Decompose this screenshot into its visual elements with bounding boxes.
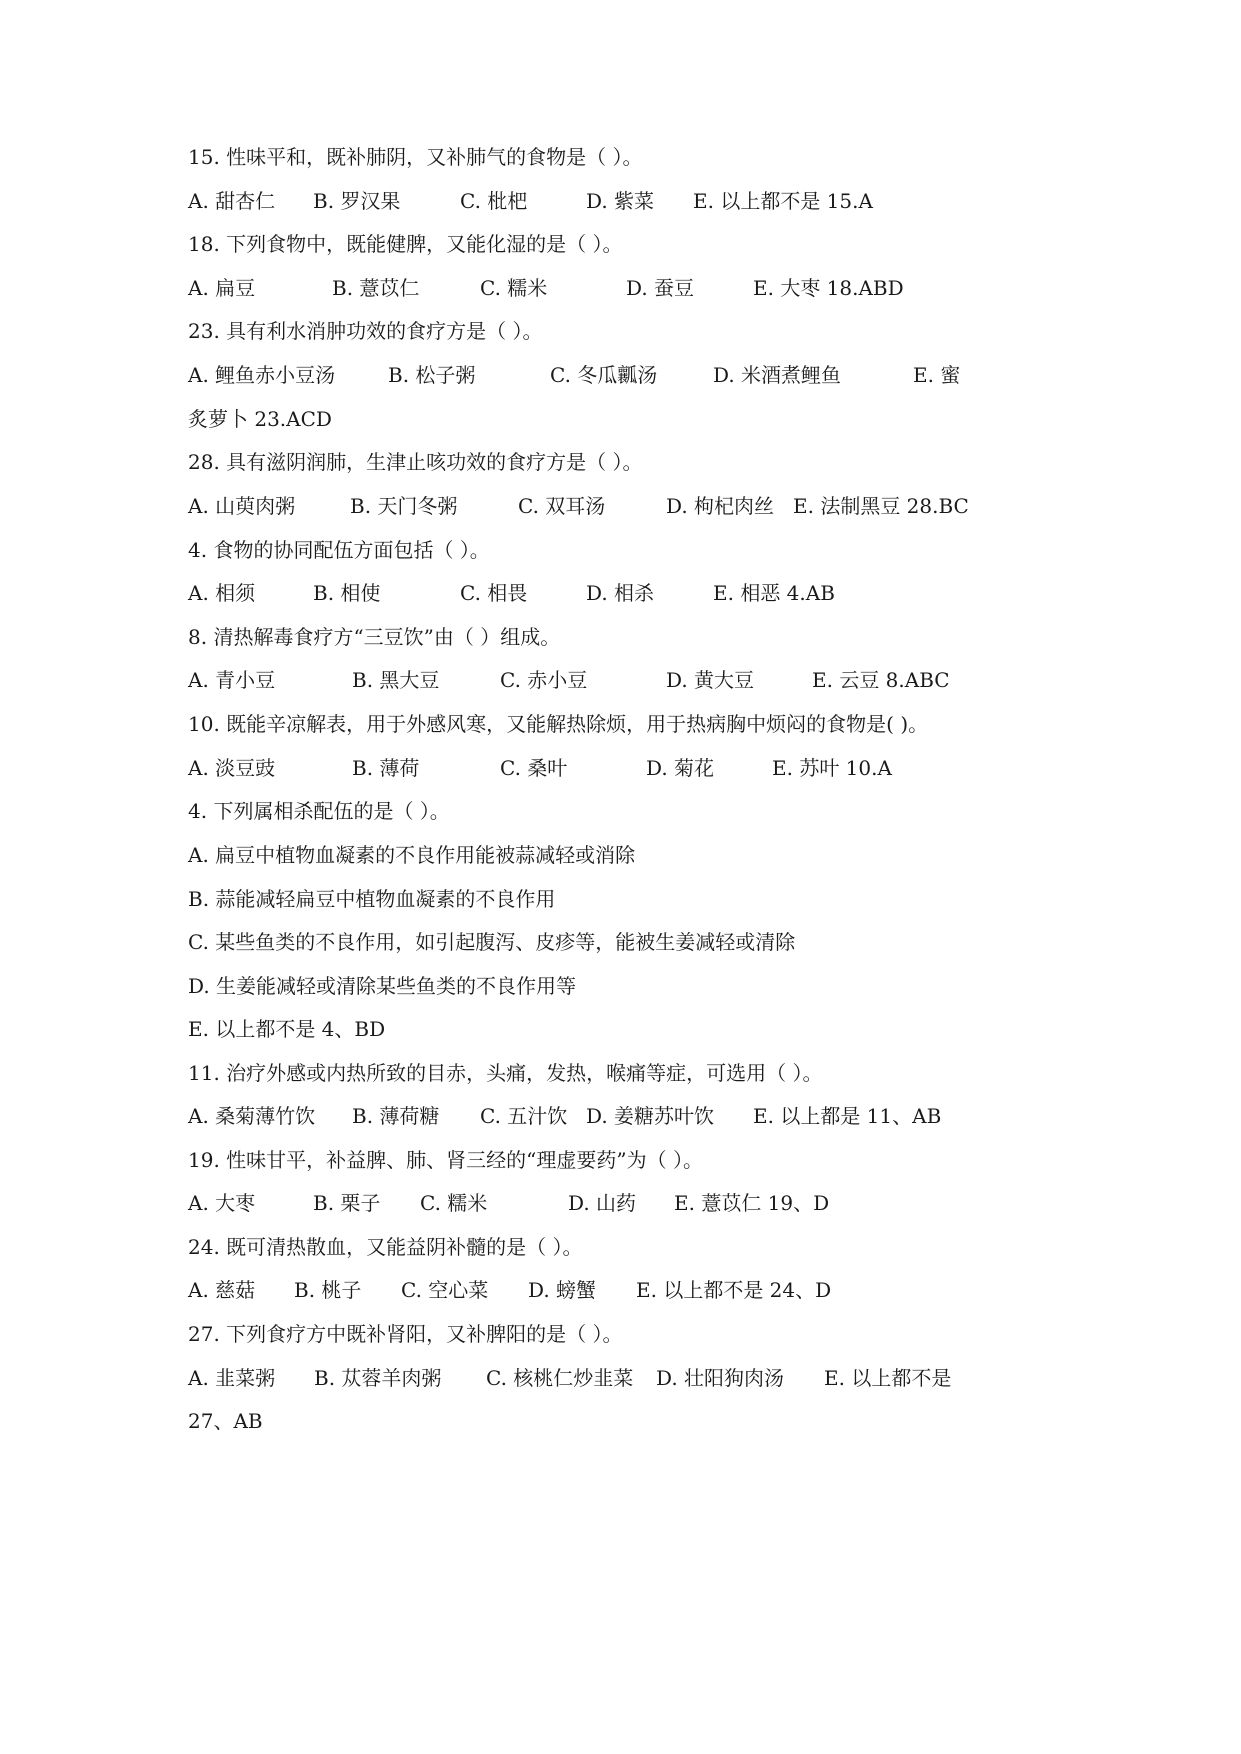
option-a: A. 青小豆 (188, 668, 276, 692)
option-e-answer: E. 以上都不是 24、D (636, 1278, 832, 1302)
option-d: D. 枸杞肉丝 (666, 494, 775, 518)
option-b: B. 栗子 (313, 1191, 381, 1215)
option-c-line: C. 某些鱼类的不良作用，如引起腹泻、皮疹等，能被生姜减轻或清除 (188, 930, 796, 954)
option-c: C. 空心菜 (401, 1278, 489, 1302)
option-e-answer: E. 薏苡仁 19、D (674, 1191, 830, 1215)
option-b: B. 薄荷糖 (352, 1104, 440, 1128)
option-e-answer: E. 法制黑豆 28.BC (793, 494, 969, 518)
option-c: C. 桑叶 (500, 756, 568, 780)
option-e: E. 蜜 (913, 363, 961, 387)
question-8: 8. 清热解毒食疗方“三豆饮”由（ ）组成。 (188, 625, 561, 649)
option-a-line: A. 扁豆中植物血凝素的不良作用能被蒜减轻或消除 (188, 843, 636, 867)
option-c: C. 五汁饮 (480, 1104, 568, 1128)
option-e-answer: E. 以上都是 11、AB (753, 1104, 942, 1128)
option-d: D. 紫菜 (586, 189, 655, 213)
answer-27: 27、AB (188, 1409, 263, 1433)
option-a: A. 扁豆 (188, 276, 256, 300)
option-b: B. 松子粥 (388, 363, 476, 387)
option-d: D. 山药 (568, 1191, 637, 1215)
question-24: 24. 既可清热散血，又能益阴补髓的是（ ）。 (188, 1235, 583, 1259)
option-e-answer: E. 相恶 4.AB (713, 581, 835, 605)
option-d: D. 相杀 (586, 581, 655, 605)
option-c: C. 双耳汤 (518, 494, 606, 518)
option-b: B. 桃子 (294, 1278, 362, 1302)
option-d: D. 姜糖苏叶饮 (586, 1104, 715, 1128)
option-b: B. 罗汉果 (313, 189, 401, 213)
option-e-answer: E. 大枣 18.ABD (753, 276, 904, 300)
option-c: C. 赤小豆 (500, 668, 588, 692)
option-d: D. 米酒煮鲤鱼 (713, 363, 842, 387)
option-d: D. 蚕豆 (626, 276, 695, 300)
option-e-answer: E. 云豆 8.ABC (812, 668, 950, 692)
option-c: C. 糯米 (480, 276, 548, 300)
option-c: C. 相畏 (460, 581, 528, 605)
option-a: A. 大枣 (188, 1191, 256, 1215)
option-a: A. 桑菊薄竹饮 (188, 1104, 316, 1128)
option-d: D. 菊花 (646, 756, 715, 780)
option-d-line: D. 生姜能减轻或清除某些鱼类的不良作用等 (188, 974, 577, 998)
option-a: A. 相须 (188, 581, 256, 605)
option-b: B. 天门冬粥 (350, 494, 458, 518)
option-a: A. 甜杏仁 (188, 189, 276, 213)
question-28: 28. 具有滋阴润肺，生津止咳功效的食疗方是（ ）。 (188, 450, 643, 474)
option-e: E. 以上都不是 (824, 1366, 952, 1390)
question-27: 27. 下列食疗方中既补肾阳，又补脾阳的是（ ）。 (188, 1322, 623, 1346)
option-b: B. 黑大豆 (352, 668, 440, 692)
option-a: A. 韭菜粥 (188, 1366, 276, 1390)
option-b: B. 薏苡仁 (332, 276, 420, 300)
question-19: 19. 性味甘平，补益脾、肺、肾三经的“理虚要药”为（ ）。 (188, 1148, 703, 1172)
option-a: A. 慈菇 (188, 1278, 256, 1302)
option-c: C. 核桃仁炒韭菜 (486, 1366, 634, 1390)
option-d: D. 黄大豆 (666, 668, 755, 692)
option-c: C. 枇杷 (460, 189, 528, 213)
option-b: B. 苁蓉羊肉粥 (314, 1366, 442, 1390)
question-11: 11. 治疗外感或内热所致的目赤，头痛，发热，喉痛等症，可选用（ ）。 (188, 1061, 823, 1085)
question-4b: 4. 下列属相杀配伍的是（ ）。 (188, 799, 450, 823)
option-d: D. 壮阳狗肉汤 (656, 1366, 785, 1390)
question-10: 10. 既能辛凉解表，用于外感风寒，又能解热除烦，用于热病胸中烦闷的食物是( )。 (188, 712, 929, 736)
option-e-line-answer: E. 以上都不是 4、BD (188, 1017, 386, 1041)
option-e-answer: E. 以上都不是 15.A (693, 189, 873, 213)
option-e-answer: E. 苏叶 10.A (772, 756, 892, 780)
option-c: C. 冬瓜瓤汤 (550, 363, 658, 387)
option-a: A. 山萸肉粥 (188, 494, 296, 518)
option-a: A. 鲤鱼赤小豆汤 (188, 363, 336, 387)
option-c: C. 糯米 (420, 1191, 488, 1215)
option-d: D. 螃蟹 (528, 1278, 597, 1302)
question-4: 4. 食物的协同配伍方面包括（ ）。 (188, 538, 490, 562)
question-23: 23. 具有利水消肿功效的食疗方是（ ）。 (188, 319, 543, 343)
option-b: B. 相使 (313, 581, 381, 605)
option-a: A. 淡豆豉 (188, 756, 276, 780)
option-e-continued: 炙萝卜 23.ACD (188, 407, 332, 431)
option-b-line: B. 蒜能减轻扁豆中植物血凝素的不良作用 (188, 887, 556, 911)
option-b: B. 薄荷 (352, 756, 420, 780)
question-15: 15. 性味平和，既补肺阴，又补肺气的食物是（ ）。 (188, 145, 643, 169)
question-18: 18. 下列食物中，既能健脾，又能化湿的是（ ）。 (188, 232, 623, 256)
